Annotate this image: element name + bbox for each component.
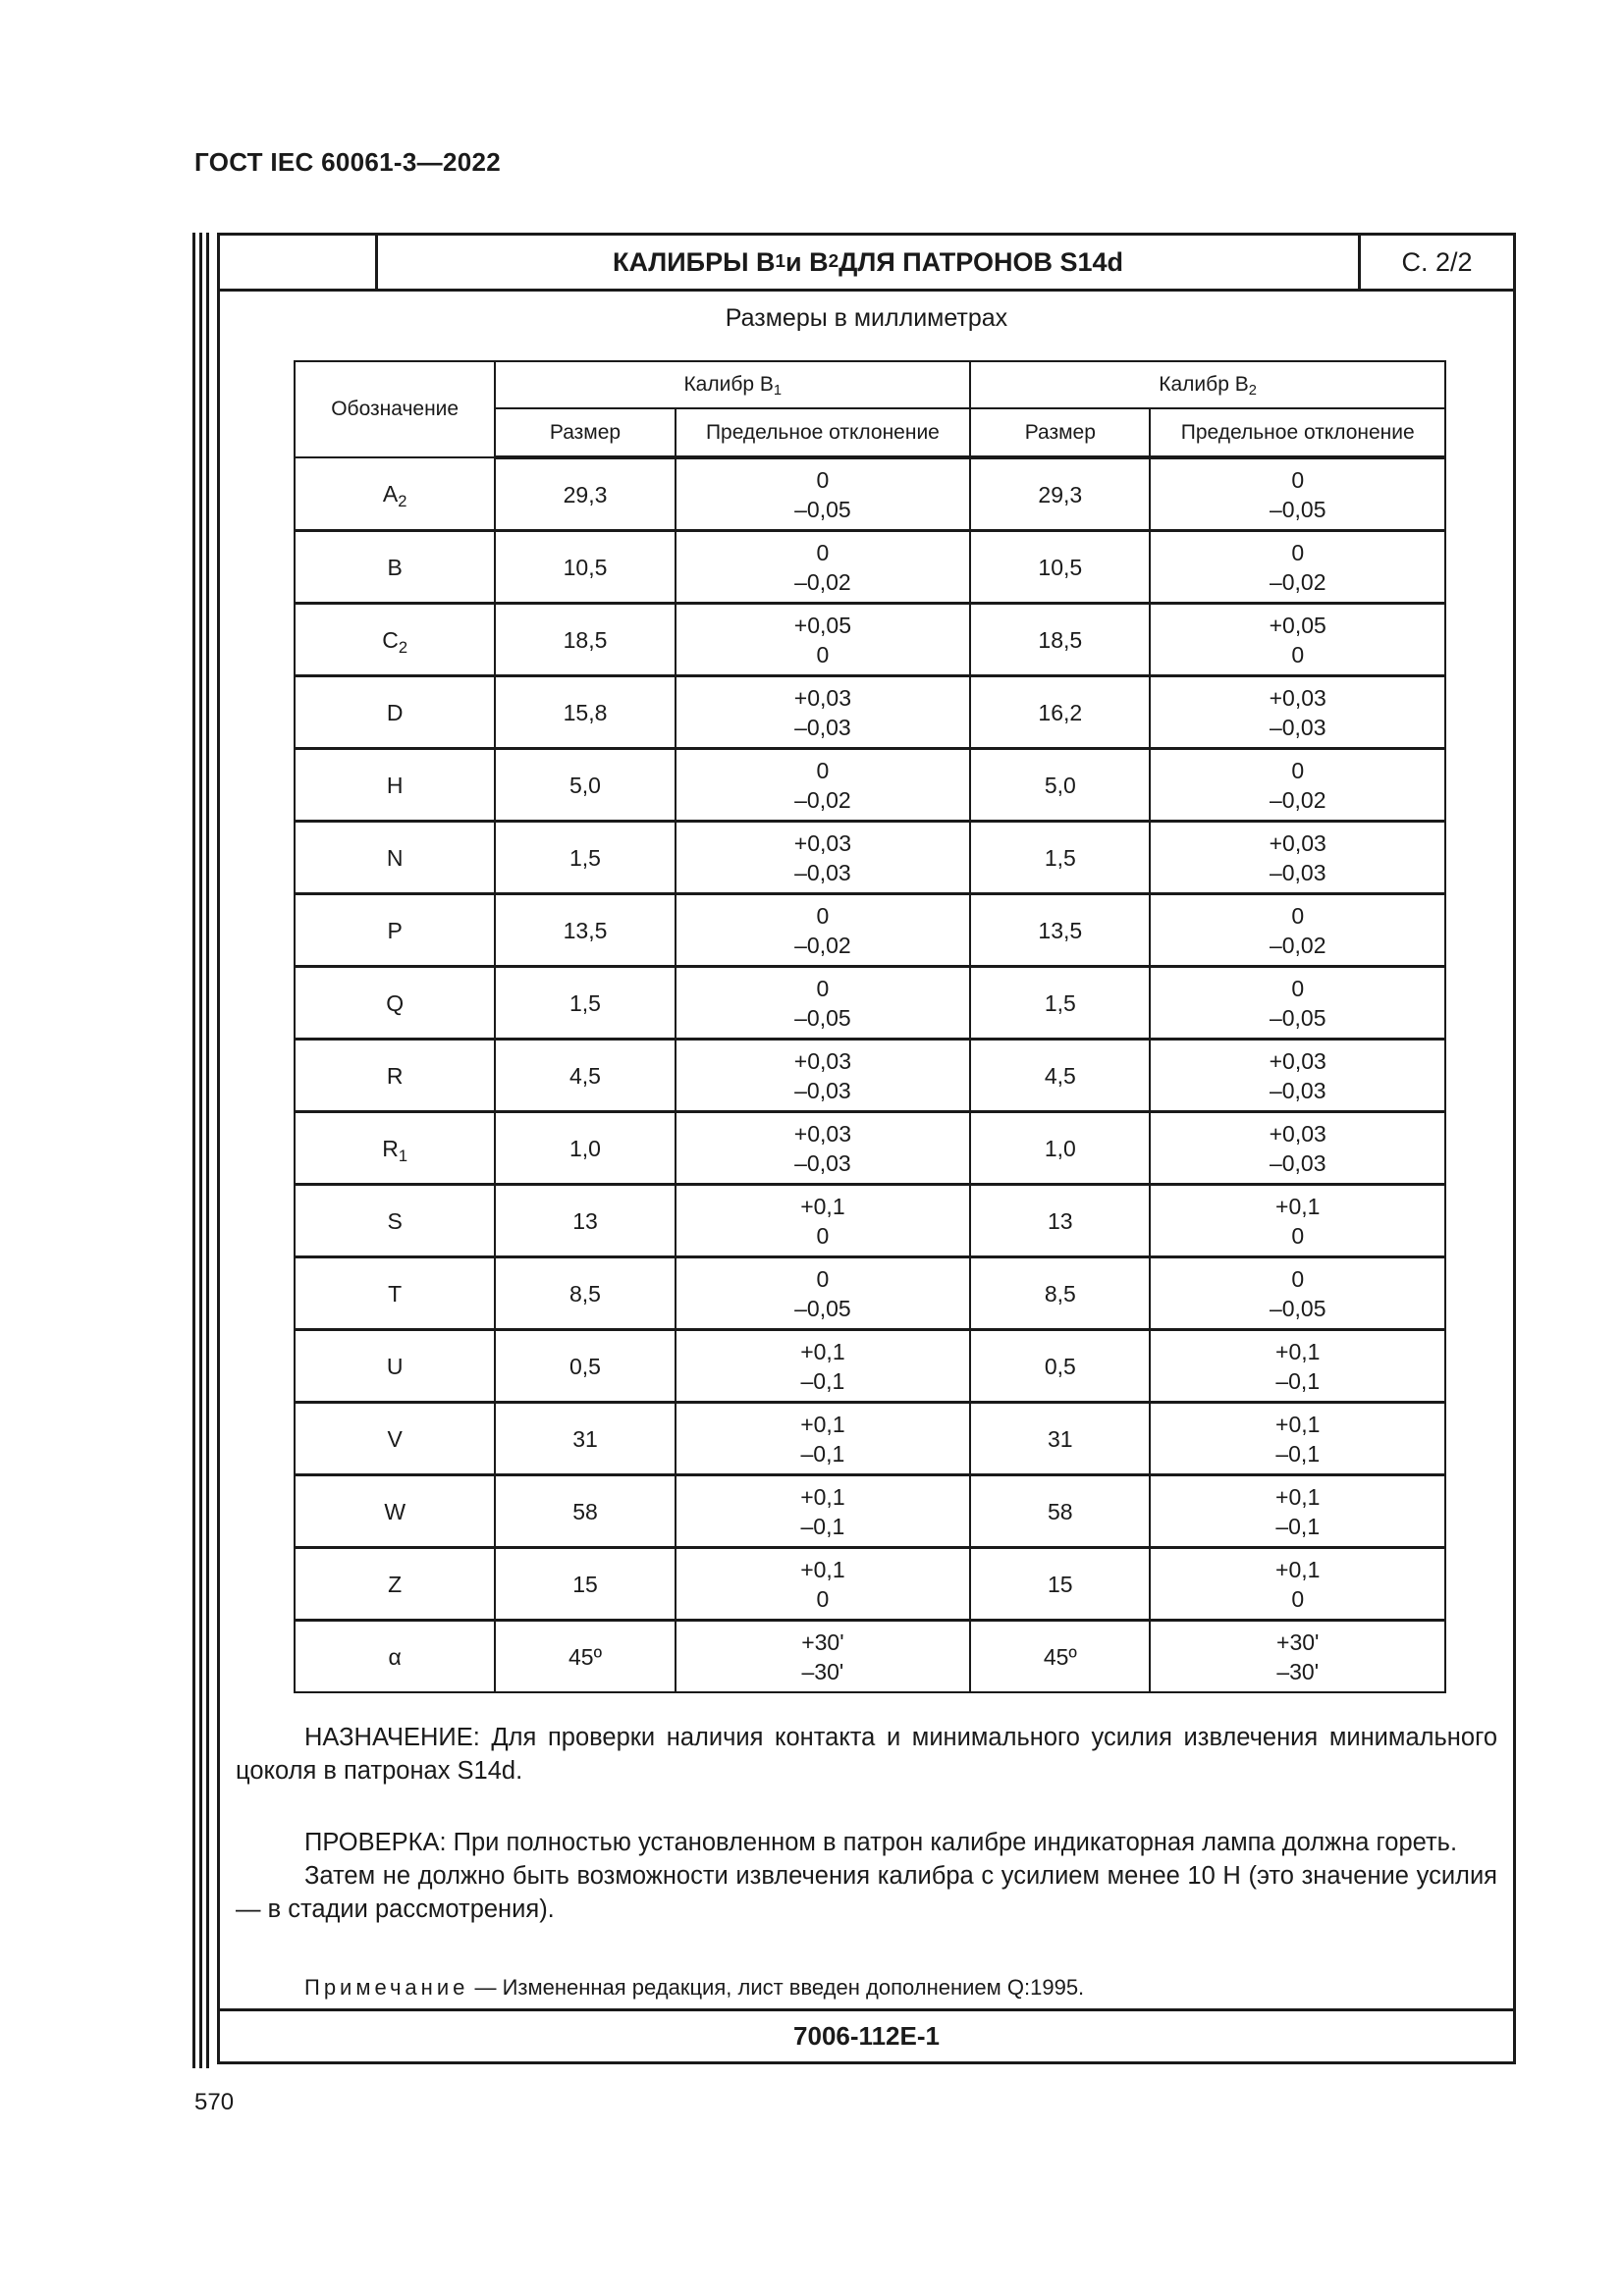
- header-gauge-b1: [495, 361, 970, 408]
- tolerance-b2-cell: [1150, 1040, 1445, 1112]
- header-gauge-b1-label: Калибр B: [683, 373, 774, 396]
- size-b1-cell: 5,0: [495, 749, 675, 822]
- size-b1-cell: 18,5: [495, 604, 675, 676]
- data-sheet: [217, 233, 1516, 2064]
- sheet-title: КАЛИБРЫ B 1 и B 2 ДЛЯ ПАТРОНОВ S14d: [378, 236, 1361, 289]
- note-text: — Измененная редакция, лист введен дополнением Q:1995.: [468, 1975, 1085, 2000]
- table-row: [295, 1621, 1445, 1693]
- designation-cell: [295, 1475, 495, 1548]
- tolerance-lower: –0,05: [794, 496, 851, 522]
- designation-letter: W: [384, 1498, 406, 1524]
- tolerance-b1-cell: [676, 894, 971, 967]
- header-designation: Обозначение: [295, 361, 495, 457]
- size-b2-cell: 5,0: [970, 749, 1150, 822]
- tolerance-b2-cell: [1150, 1257, 1445, 1330]
- tolerance-b1-cell: [676, 749, 971, 822]
- tolerance-lower: –30': [801, 1658, 844, 1684]
- tolerance-b2-cell: [1150, 822, 1445, 894]
- tolerance-b2-cell: [1150, 1475, 1445, 1548]
- designation-cell: [295, 1548, 495, 1621]
- designation-cell: [295, 1185, 495, 1257]
- title-row: [220, 236, 1513, 292]
- tolerance-lower: –0,03: [1269, 859, 1326, 885]
- tolerance-b2-cell: [1150, 749, 1445, 822]
- tolerance-lower: –0,05: [1269, 1295, 1326, 1321]
- size-b2-cell: 13,5: [970, 894, 1150, 967]
- tolerance-b1-cell: [676, 967, 971, 1040]
- size-b2-cell: 16,2: [970, 676, 1150, 749]
- margin-bars: [192, 233, 212, 2068]
- size-b2-cell: 0,5: [970, 1330, 1150, 1403]
- tolerance-lower: –0,1: [1275, 1367, 1321, 1394]
- size-b2-cell: 15: [970, 1548, 1150, 1621]
- designation-cell: [295, 604, 495, 676]
- tolerance-upper: +0,1: [1275, 1556, 1321, 1582]
- designation-subscript: 2: [398, 491, 407, 510]
- sheet-title-mid: и B: [785, 246, 829, 277]
- tolerance-b2-cell: [1150, 1621, 1445, 1693]
- designation-cell: [295, 967, 495, 1040]
- tolerance-b1-cell: [676, 822, 971, 894]
- tolerance-upper: +0,03: [793, 829, 851, 856]
- designation-letter: R: [382, 1135, 399, 1161]
- tolerance-lower: 0: [1291, 1222, 1305, 1249]
- tolerance-lower: –0,1: [800, 1513, 845, 1539]
- size-b1-cell: 1,0: [495, 1112, 675, 1185]
- table-row: [295, 1112, 1445, 1185]
- dimensions-table: [294, 360, 1446, 1693]
- size-b1-cell: 13: [495, 1185, 675, 1257]
- tolerance-lower: –0,02: [1269, 568, 1326, 595]
- designation-letter: H: [386, 772, 404, 798]
- tolerance-upper: +0,05: [1269, 612, 1326, 638]
- tolerance-upper: +0,03: [793, 684, 851, 711]
- tolerance-b1-cell: [676, 1040, 971, 1112]
- purpose-section: [236, 1721, 1497, 1788]
- tolerance-upper: +0,03: [1269, 684, 1326, 711]
- tolerance-upper: +0,03: [1269, 829, 1326, 856]
- designation-letter: D: [386, 699, 404, 725]
- designation-cell: [295, 1330, 495, 1403]
- designation-letter: S: [387, 1207, 403, 1234]
- header-size-b1: Размер: [495, 408, 675, 457]
- tolerance-b1-cell: [676, 531, 971, 604]
- purpose-paragraph: НАЗНАЧЕНИЕ: Для проверки наличия контакта и минимального усилия извлечения минимального цоколя в патронах S14d.: [236, 1724, 1497, 1785]
- designation-cell: [295, 457, 495, 531]
- tolerance-lower: –0,03: [1269, 1077, 1326, 1103]
- sheet-title-pre: КАЛИБРЫ B: [613, 246, 776, 277]
- size-b2-cell: 10,5: [970, 531, 1150, 604]
- table-row: [295, 604, 1445, 676]
- designation-cell: [295, 1112, 495, 1185]
- tolerance-lower: –0,03: [794, 1149, 851, 1176]
- designation-cell: [295, 1403, 495, 1475]
- size-b1-cell: 1,5: [495, 822, 675, 894]
- tolerance-lower: –0,03: [1269, 1149, 1326, 1176]
- tolerance-b1-cell: [676, 1403, 971, 1475]
- table-row: [295, 822, 1445, 894]
- designation-letter: Z: [388, 1571, 403, 1597]
- designation-letter: N: [386, 844, 404, 871]
- sheet-title-post: ДЛЯ ПАТРОНОВ S14d: [839, 246, 1123, 277]
- tolerance-b2-cell: [1150, 967, 1445, 1040]
- size-b1-cell: 13,5: [495, 894, 675, 967]
- check-section: [236, 1826, 1497, 1926]
- header-gauge-b2-label: Калибр B: [1159, 373, 1249, 396]
- table-row: [295, 749, 1445, 822]
- designation-letter: Q: [386, 989, 405, 1016]
- designation-cell: [295, 1621, 495, 1693]
- table-row: [295, 531, 1445, 604]
- tolerance-upper: +0,1: [1275, 1483, 1321, 1510]
- size-b1-cell: 45º: [495, 1621, 675, 1693]
- size-b2-cell: 8,5: [970, 1257, 1150, 1330]
- tolerance-b2-cell: [1150, 457, 1445, 531]
- tolerance-lower: –0,05: [794, 1004, 851, 1031]
- header-tolerance-b1: Предельное отклонение: [676, 408, 971, 457]
- table-row: [295, 1185, 1445, 1257]
- tolerance-upper: +0,1: [800, 1338, 845, 1364]
- size-b2-cell: 29,3: [970, 457, 1150, 531]
- tolerance-upper: 0: [816, 757, 830, 783]
- tolerance-b2-cell: [1150, 604, 1445, 676]
- tolerance-b1-cell: [676, 1330, 971, 1403]
- table-row: [295, 967, 1445, 1040]
- standard-designation: ГОСТ IEC 60061-3—2022: [194, 147, 501, 177]
- size-b1-cell: 1,5: [495, 967, 675, 1040]
- tolerance-b1-cell: [676, 457, 971, 531]
- sheet-code: 7006-112E-1: [220, 2008, 1513, 2061]
- designation-letter: C: [382, 626, 399, 653]
- tolerance-upper: +30': [1276, 1629, 1320, 1655]
- designation-cell: [295, 749, 495, 822]
- note-label: Примечание: [304, 1975, 469, 2000]
- table-row: [295, 894, 1445, 967]
- tolerance-lower: –0,03: [794, 1077, 851, 1103]
- tolerance-upper: 0: [1291, 975, 1305, 1001]
- tolerance-lower: 0: [816, 641, 830, 667]
- tolerance-upper: +0,1: [800, 1483, 845, 1510]
- designation-cell: [295, 1040, 495, 1112]
- tolerance-lower: –30': [1276, 1658, 1320, 1684]
- size-b1-cell: 8,5: [495, 1257, 675, 1330]
- tolerance-lower: 0: [1291, 641, 1305, 667]
- table-row: [295, 457, 1445, 531]
- tolerance-lower: 0: [1291, 1585, 1305, 1612]
- tolerance-upper: 0: [816, 902, 830, 929]
- size-b1-cell: 15: [495, 1548, 675, 1621]
- units-caption: Размеры в миллиметрах: [725, 304, 1008, 332]
- header-tolerance-b2: Предельное отклонение: [1150, 408, 1445, 457]
- table-row: [295, 1040, 1445, 1112]
- header-gauge-b2-sub: 2: [1248, 383, 1257, 400]
- tolerance-upper: +0,03: [1269, 1047, 1326, 1074]
- tolerance-lower: 0: [816, 1222, 830, 1249]
- designation-letter: U: [386, 1353, 404, 1379]
- tolerance-b2-cell: [1150, 531, 1445, 604]
- tolerance-upper: +0,1: [800, 1193, 845, 1219]
- size-b2-cell: 1,5: [970, 822, 1150, 894]
- tolerance-b1-cell: [676, 604, 971, 676]
- table-row: [295, 1330, 1445, 1403]
- tolerance-lower: –0,1: [800, 1440, 845, 1467]
- designation-letter: α: [388, 1643, 402, 1670]
- designation-letter: R: [386, 1062, 404, 1089]
- tolerance-b2-cell: [1150, 1403, 1445, 1475]
- tolerance-b2-cell: [1150, 676, 1445, 749]
- tolerance-lower: –0,02: [1269, 932, 1326, 958]
- tolerance-b1-cell: [676, 1112, 971, 1185]
- designation-letter: V: [387, 1425, 403, 1452]
- size-b1-cell: 4,5: [495, 1040, 675, 1112]
- designation-cell: [295, 676, 495, 749]
- tolerance-lower: –0,02: [794, 932, 851, 958]
- tolerance-upper: 0: [1291, 466, 1305, 493]
- designation-subscript: 2: [398, 637, 408, 657]
- tolerance-lower: –0,05: [1269, 1004, 1326, 1031]
- check-paragraph-1: ПРОВЕРКА: При полностью установленном в патрон калибре индикаторная лампа должна гореть.: [304, 1829, 1458, 1856]
- size-b1-cell: 58: [495, 1475, 675, 1548]
- tolerance-lower: –0,05: [794, 1295, 851, 1321]
- size-b2-cell: 45º: [970, 1621, 1150, 1693]
- note: [304, 1975, 1084, 2001]
- size-b1-cell: 31: [495, 1403, 675, 1475]
- tolerance-upper: 0: [1291, 1265, 1305, 1292]
- tolerance-upper: +0,05: [793, 612, 851, 638]
- tolerance-b2-cell: [1150, 1548, 1445, 1621]
- tolerance-upper: 0: [1291, 539, 1305, 565]
- table-row: [295, 1475, 1445, 1548]
- page-number: 570: [194, 2089, 235, 2115]
- designation-cell: [295, 531, 495, 604]
- tolerance-b1-cell: [676, 1621, 971, 1693]
- size-b2-cell: 4,5: [970, 1040, 1150, 1112]
- size-b2-cell: 58: [970, 1475, 1150, 1548]
- tolerance-upper: 0: [816, 1265, 830, 1292]
- tolerance-lower: –0,03: [1269, 714, 1326, 740]
- tolerance-upper: 0: [1291, 902, 1305, 929]
- tolerance-upper: +0,03: [1269, 1120, 1326, 1147]
- tolerance-upper: 0: [816, 466, 830, 493]
- tolerance-lower: –0,1: [1275, 1513, 1321, 1539]
- size-b2-cell: 31: [970, 1403, 1150, 1475]
- size-b1-cell: 0,5: [495, 1330, 675, 1403]
- designation-letter: P: [387, 917, 403, 943]
- tolerance-upper: +0,03: [793, 1120, 851, 1147]
- table-row: [295, 1548, 1445, 1621]
- size-b1-cell: 15,8: [495, 676, 675, 749]
- tolerance-upper: +0,1: [800, 1556, 845, 1582]
- tolerance-upper: +0,1: [1275, 1411, 1321, 1437]
- header-size-b2: Размер: [970, 408, 1150, 457]
- check-paragraph-2: Затем не должно быть возможности извлечения калибра с усилием менее 10 Н (это значение усилия — в стадии рассмотрения).: [236, 1862, 1497, 1923]
- tolerance-upper: +0,1: [1275, 1193, 1321, 1219]
- tolerance-lower: 0: [816, 1585, 830, 1612]
- tolerance-b1-cell: [676, 676, 971, 749]
- header-gauge-b1-sub: 1: [773, 383, 783, 400]
- tolerance-lower: –0,02: [794, 786, 851, 813]
- table-row: [295, 1403, 1445, 1475]
- tolerance-b1-cell: [676, 1475, 971, 1548]
- size-b2-cell: 1,0: [970, 1112, 1150, 1185]
- designation-cell: [295, 1257, 495, 1330]
- tolerance-upper: +0,03: [793, 1047, 851, 1074]
- size-b2-cell: 18,5: [970, 604, 1150, 676]
- tolerance-lower: –0,03: [794, 714, 851, 740]
- designation-letter: T: [388, 1280, 403, 1307]
- size-b1-cell: 29,3: [495, 457, 675, 531]
- size-b2-cell: 1,5: [970, 967, 1150, 1040]
- header-gauge-b2: [970, 361, 1445, 408]
- tolerance-b2-cell: [1150, 894, 1445, 967]
- tolerance-lower: –0,1: [800, 1367, 845, 1394]
- tolerance-lower: –0,1: [1275, 1440, 1321, 1467]
- tolerance-lower: –0,02: [794, 568, 851, 595]
- designation-cell: [295, 894, 495, 967]
- tolerance-lower: –0,02: [1269, 786, 1326, 813]
- tolerance-upper: 0: [1291, 757, 1305, 783]
- title-blank-cell: [220, 236, 378, 289]
- tolerance-b1-cell: [676, 1185, 971, 1257]
- tolerance-lower: –0,05: [1269, 496, 1326, 522]
- designation-letter: B: [387, 554, 403, 580]
- tolerance-upper: +0,1: [1275, 1338, 1321, 1364]
- tolerance-b2-cell: [1150, 1185, 1445, 1257]
- designation-letter: A: [382, 481, 399, 507]
- tolerance-lower: –0,03: [794, 859, 851, 885]
- tolerance-upper: +0,1: [800, 1411, 845, 1437]
- dimensions-table-body: [295, 457, 1445, 1692]
- tolerance-upper: 0: [816, 539, 830, 565]
- tolerance-upper: +30': [801, 1629, 844, 1655]
- tolerance-b2-cell: [1150, 1112, 1445, 1185]
- designation-subscript: 1: [398, 1146, 408, 1165]
- table-row: [295, 1257, 1445, 1330]
- designation-cell: [295, 822, 495, 894]
- tolerance-upper: 0: [816, 975, 830, 1001]
- size-b1-cell: 10,5: [495, 531, 675, 604]
- tolerance-b1-cell: [676, 1257, 971, 1330]
- size-b2-cell: 13: [970, 1185, 1150, 1257]
- tolerance-b1-cell: [676, 1548, 971, 1621]
- table-row: [295, 676, 1445, 749]
- sheet-number: С. 2/2: [1401, 246, 1473, 277]
- tolerance-b2-cell: [1150, 1330, 1445, 1403]
